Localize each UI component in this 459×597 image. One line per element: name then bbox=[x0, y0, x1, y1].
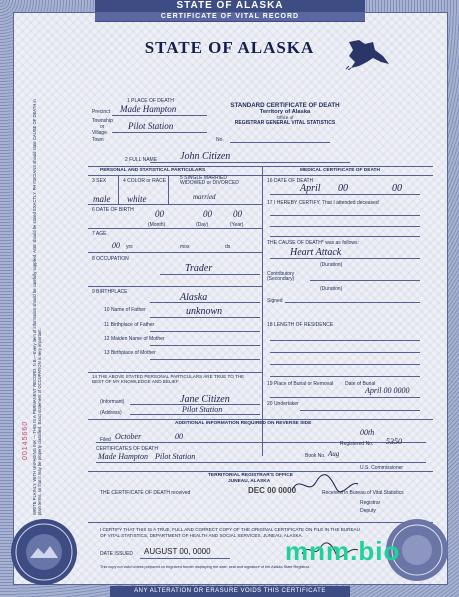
record-village-value: Pilot Station bbox=[155, 452, 196, 461]
certify-line-3 bbox=[270, 236, 420, 237]
row-divider-2 bbox=[88, 228, 262, 229]
burial-line bbox=[270, 397, 420, 398]
age-label: 7 AGE bbox=[92, 231, 107, 237]
full-name-value: John Citizen bbox=[180, 151, 231, 162]
certify-line-2 bbox=[270, 226, 420, 227]
registrar-signature-icon bbox=[290, 472, 360, 498]
full-name-label: 2 FULL NAME bbox=[125, 157, 158, 163]
duration-label-1: (Duration) bbox=[320, 262, 343, 268]
or-label: or bbox=[100, 124, 105, 130]
birth-year-value: 00 bbox=[233, 209, 242, 219]
territorial-header: TERRITORIAL REGISTRAR'S OFFICE bbox=[208, 473, 293, 478]
row-divider-3 bbox=[88, 252, 262, 253]
father-value: unknown bbox=[186, 306, 223, 317]
certificate-heading bbox=[215, 102, 355, 126]
death-date-line bbox=[270, 194, 420, 195]
address-label: (Address) bbox=[100, 410, 122, 416]
deputy-label: Deputy bbox=[360, 508, 376, 514]
band-title: STATE OF ALASKA bbox=[176, 0, 284, 11]
mother-line bbox=[150, 345, 260, 346]
cause-label: THE CAUSE OF DEATH* was as follows: bbox=[267, 240, 359, 246]
birthplace-label: 9 BIRTHPLACE bbox=[92, 289, 128, 295]
ds-label: ds bbox=[225, 244, 231, 250]
filed-line bbox=[96, 442, 426, 443]
additional-divider bbox=[88, 419, 433, 420]
row-divider-1 bbox=[88, 204, 262, 205]
sex-value: male bbox=[93, 194, 111, 204]
village-label: Village bbox=[92, 130, 107, 136]
territory-label: Territory of Alaska bbox=[259, 109, 311, 115]
informant-text: 14 THE ABOVE STATED PERSONAL PARTICULARS ARE TRUE TO THE BEST OF MY KNOWLEDGE AND BELIEF bbox=[92, 374, 245, 385]
undertaker-line bbox=[300, 410, 420, 411]
instructions-sidebar bbox=[32, 95, 82, 515]
section-divider-2 bbox=[88, 175, 433, 176]
bottom-band: ANY ALTERATION OR ERASURE VOIDS THIS CERTIFICATE bbox=[110, 586, 350, 597]
contributory-line bbox=[310, 280, 420, 281]
contributory-label: Contributory (Secondary) bbox=[267, 271, 295, 282]
father-name-label: 10 Name of Father bbox=[104, 307, 146, 313]
book-label: Book No. bbox=[305, 453, 326, 459]
signed-label: Signed bbox=[267, 298, 283, 304]
address-line bbox=[130, 414, 260, 415]
color-label: 4 COLOR or RACE bbox=[123, 178, 167, 184]
filed-label: Filed bbox=[100, 437, 111, 443]
certify-statement: I CERTIFY THAT THIS IS A TRUE, FULL AND CORRECT COPY OF THE ORIGINAL CERTIFICATE ON FILE IN THE BUREAU OF VITAL STATISTICS, DEPARTMENT OF HEALTH AND SOCIAL SERVICES, JUNEAU, ALASKA. bbox=[100, 527, 360, 538]
filed-year-value: 00th bbox=[360, 428, 375, 437]
territorial-divider bbox=[88, 471, 433, 472]
village-line bbox=[112, 132, 207, 133]
filed-day-value: 00 bbox=[175, 432, 183, 441]
residence-line-1 bbox=[270, 340, 420, 341]
birth-day-value: 00 bbox=[203, 209, 212, 219]
row-divider-4 bbox=[88, 286, 262, 287]
fineprint: This copy not valid unless prepared on engraved border displaying the date, seal and signature of the Alaska State Registrar. bbox=[100, 565, 310, 569]
signed-line bbox=[285, 302, 420, 303]
book-value: Aug bbox=[328, 450, 340, 458]
cert-no-label: No. bbox=[216, 137, 224, 143]
burial-date-value: April 00 0000 bbox=[365, 386, 410, 395]
cert-no-line bbox=[230, 142, 330, 143]
father-birthplace-line bbox=[150, 331, 260, 332]
footer-divider bbox=[88, 522, 433, 523]
death-day-value: 00 bbox=[338, 183, 348, 194]
section-divider bbox=[88, 166, 433, 167]
town-label: Town bbox=[92, 137, 104, 143]
received-stamp: DEC 00 0000 bbox=[248, 486, 297, 495]
length-residence-label: 18 LENGTH OF RESIDENCE bbox=[267, 322, 334, 328]
precinct-label: Precinct bbox=[92, 109, 111, 115]
certify-label: 17 I HEREBY CERTIFY, That I attended deceased bbox=[267, 200, 379, 206]
full-name-line bbox=[150, 162, 350, 163]
instructions-text: WRITE PLAINLY, WITH UNFADING INK — THIS IS A PERMANENT RECORD. N.B.—Every item of information should be carefully supplied. AGE should be stated EXACTLY. PHYSICIANS should state CAUSE OF DEATH in plain terms, so that it may be properly classified. Exact statement of OCCUPATION is very important. bbox=[32, 99, 43, 515]
informant-value: Jane Citizen bbox=[180, 394, 230, 405]
sex-label: 3 SEX bbox=[92, 178, 107, 184]
juneau-label: JUNEAU, ALASKA bbox=[228, 479, 271, 484]
top-band bbox=[95, 0, 365, 22]
serial-number: 00145660 bbox=[22, 420, 29, 460]
date-issued-label: DATE ISSUED bbox=[100, 551, 133, 557]
additional-header: ADDITIONAL INFORMATION REQUIRED ON REVERSE SIDE bbox=[175, 421, 312, 426]
birth-month-value: 00 bbox=[155, 209, 164, 219]
marital-value: married bbox=[193, 193, 216, 201]
age-value: 00 bbox=[112, 241, 120, 250]
birthplace-line bbox=[150, 302, 260, 303]
state-title: STATE OF ALASKA bbox=[144, 38, 315, 57]
duration-label-2: (Duration) bbox=[320, 286, 343, 292]
certify-line-1 bbox=[270, 215, 420, 216]
mos-label: mos bbox=[180, 244, 190, 250]
mother-birthplace-line bbox=[150, 359, 260, 360]
day-label: (Day) bbox=[196, 222, 209, 228]
death-year-value: 00 bbox=[392, 183, 402, 194]
registered-no-label: Registered No. bbox=[340, 441, 374, 447]
place-burial-label: 19 Place of Burial or Removal bbox=[267, 381, 334, 387]
row-divider-5 bbox=[88, 372, 262, 373]
date-issued-line bbox=[140, 558, 230, 559]
precinct-line bbox=[112, 115, 207, 116]
registrar-label: REGISTRAR GENERAL VITAL STATISTICS bbox=[234, 120, 336, 126]
certificates-page-label: CERTIFICATES OF DEATH bbox=[96, 446, 158, 452]
birthplace-value: Alaska bbox=[180, 292, 208, 303]
record-line bbox=[96, 462, 426, 463]
township-label: Township bbox=[92, 118, 113, 124]
alaska-map-icon bbox=[345, 36, 391, 70]
cause-value: Heart Attack bbox=[290, 247, 342, 258]
certificate-title: STANDARD CERTIFICATE OF DEATH bbox=[230, 102, 340, 109]
us-commissioner-label: U.S. Commissioner bbox=[360, 465, 404, 471]
occupation-line bbox=[160, 274, 260, 275]
marital-label: 5 SINGLE MARRIED WIDOWED or DIVORCED bbox=[180, 175, 239, 186]
color-value: white bbox=[127, 194, 147, 204]
occupation-label: 8 OCCUPATION bbox=[92, 256, 129, 262]
filed-month-value: October bbox=[115, 432, 142, 441]
cause-line bbox=[270, 258, 420, 259]
precinct-value: Made Hampton bbox=[120, 104, 177, 114]
date-burial-label: Date of Burial bbox=[345, 381, 376, 387]
father-line bbox=[150, 317, 260, 318]
village-value: Pilot Station bbox=[128, 121, 174, 131]
residence-line-3 bbox=[270, 364, 420, 365]
registered-no-value: 5350 bbox=[386, 437, 402, 446]
death-month-value: April bbox=[300, 183, 321, 194]
watermark-text: mnm.bio bbox=[285, 536, 401, 566]
occupation-value: Trader bbox=[185, 263, 213, 274]
divider-sex bbox=[118, 176, 119, 204]
month-label: (Month) bbox=[148, 222, 166, 228]
column-divider bbox=[262, 166, 263, 456]
date-issued-value: AUGUST 00, 0000 bbox=[144, 547, 211, 556]
year-label: (Year) bbox=[230, 222, 244, 228]
yrs-label: yrs bbox=[126, 244, 133, 250]
informant-address-value: Pilot Station bbox=[182, 405, 223, 414]
date-of-death-label: 16 DATE OF DEATH bbox=[267, 178, 314, 184]
residence-line-2 bbox=[270, 352, 420, 353]
certificate-received-label: THE CERTIFICATE OF DEATH received bbox=[100, 490, 191, 496]
undertaker-label: 20 Undertaker bbox=[267, 401, 299, 407]
office-label: Office of bbox=[276, 115, 294, 120]
father-birthplace-label: 11 Birthplace of Father bbox=[104, 322, 155, 328]
informant-label: (Informant) bbox=[100, 399, 125, 405]
date-of-birth-label: 6 DATE OF BIRTH bbox=[92, 207, 134, 213]
mother-name-label: 12 Maiden Name of Mother bbox=[104, 336, 165, 342]
record-place-value: Made Hampton bbox=[98, 452, 148, 461]
state-seal-icon bbox=[10, 518, 78, 586]
place-of-death-label: 1 PLACE OF DEATH bbox=[127, 98, 174, 104]
residence-line-4 bbox=[270, 376, 420, 377]
divider-color bbox=[168, 176, 169, 204]
received-bureau-label: Received in Bureau of Vital Statistics bbox=[322, 490, 404, 496]
mother-birthplace-label: 13 Birthplace of Mother bbox=[104, 350, 156, 356]
personal-header: PERSONAL AND STATISTICAL PARTICULARS bbox=[100, 168, 206, 173]
registrar-sig-label: Registrar bbox=[360, 500, 381, 506]
band-subtitle: CERTIFICATE OF VITAL RECORD bbox=[95, 12, 365, 21]
medical-header: MEDICAL CERTIFICATE OF DEATH bbox=[300, 168, 380, 173]
